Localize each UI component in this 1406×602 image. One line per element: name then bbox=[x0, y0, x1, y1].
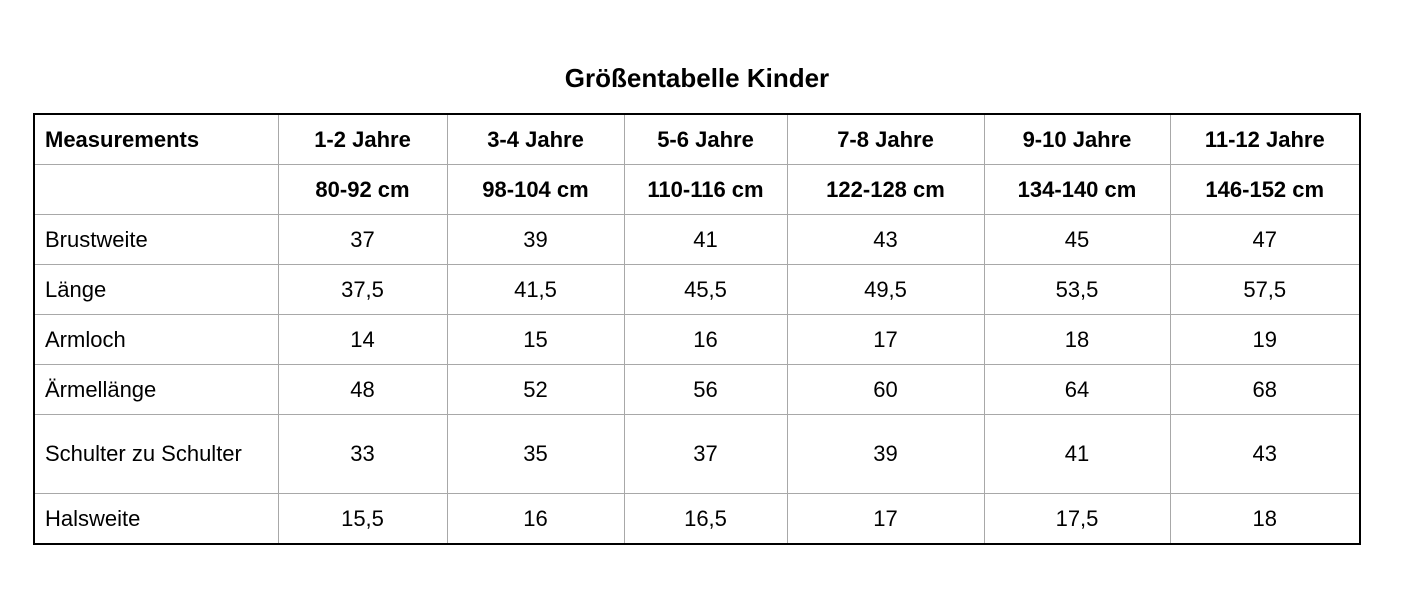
value-cell: 35 bbox=[447, 415, 624, 494]
row-label: Halsweite bbox=[34, 494, 278, 545]
value-cell: 43 bbox=[787, 215, 984, 265]
value-cell: 39 bbox=[787, 415, 984, 494]
size-chart-table bbox=[33, 113, 1361, 545]
value-cell: 49,5 bbox=[787, 265, 984, 315]
value-cell: 37 bbox=[624, 415, 787, 494]
value-cell: 16,5 bbox=[624, 494, 787, 545]
value-cell: 17 bbox=[787, 315, 984, 365]
height-header-cell: 80-92 cm bbox=[278, 165, 447, 215]
value-cell: 18 bbox=[984, 315, 1170, 365]
row-label: Ärmellänge bbox=[34, 365, 278, 415]
height-header-cell: 134-140 cm bbox=[984, 165, 1170, 215]
height-header-cell: 146-152 cm bbox=[1170, 165, 1360, 215]
value-cell: 19 bbox=[1170, 315, 1360, 365]
value-cell: 39 bbox=[447, 215, 624, 265]
height-header-cell: 122-128 cm bbox=[787, 165, 984, 215]
value-cell: 57,5 bbox=[1170, 265, 1360, 315]
value-cell: 16 bbox=[447, 494, 624, 545]
value-cell: 33 bbox=[278, 415, 447, 494]
value-cell: 48 bbox=[278, 365, 447, 415]
height-header-cell: 110-116 cm bbox=[624, 165, 787, 215]
value-cell: 47 bbox=[1170, 215, 1360, 265]
value-cell: 37 bbox=[278, 215, 447, 265]
age-header-cell: 1-2 Jahre bbox=[278, 114, 447, 165]
age-header-cell: 7-8 Jahre bbox=[787, 114, 984, 165]
age-header-cell: 5-6 Jahre bbox=[624, 114, 787, 165]
age-header-cell: 3-4 Jahre bbox=[447, 114, 624, 165]
value-cell: 52 bbox=[447, 365, 624, 415]
height-header-cell: 98-104 cm bbox=[447, 165, 624, 215]
table-row bbox=[34, 315, 1360, 365]
age-header-cell: 9-10 Jahre bbox=[984, 114, 1170, 165]
empty-header-cell bbox=[34, 165, 278, 215]
age-header-cell: 11-12 Jahre bbox=[1170, 114, 1360, 165]
table-row bbox=[34, 215, 1360, 265]
value-cell: 14 bbox=[278, 315, 447, 365]
value-cell: 41 bbox=[624, 215, 787, 265]
value-cell: 18 bbox=[1170, 494, 1360, 545]
height-header-row bbox=[34, 165, 1360, 215]
table-row bbox=[34, 415, 1360, 494]
table-row bbox=[34, 265, 1360, 315]
value-cell: 15,5 bbox=[278, 494, 447, 545]
value-cell: 53,5 bbox=[984, 265, 1170, 315]
value-cell: 64 bbox=[984, 365, 1170, 415]
row-label: Schulter zu Schulter bbox=[34, 415, 278, 494]
age-header-row bbox=[34, 114, 1360, 165]
value-cell: 17,5 bbox=[984, 494, 1170, 545]
value-cell: 15 bbox=[447, 315, 624, 365]
measurements-header: Measurements bbox=[34, 114, 278, 165]
value-cell: 60 bbox=[787, 365, 984, 415]
value-cell: 17 bbox=[787, 494, 984, 545]
value-cell: 45 bbox=[984, 215, 1170, 265]
table-row bbox=[34, 494, 1360, 545]
row-label: Armloch bbox=[34, 315, 278, 365]
table-row bbox=[34, 365, 1360, 415]
row-label: Länge bbox=[34, 265, 278, 315]
value-cell: 41 bbox=[984, 415, 1170, 494]
value-cell: 41,5 bbox=[447, 265, 624, 315]
value-cell: 68 bbox=[1170, 365, 1360, 415]
value-cell: 43 bbox=[1170, 415, 1360, 494]
row-label: Brustweite bbox=[34, 215, 278, 265]
value-cell: 45,5 bbox=[624, 265, 787, 315]
value-cell: 56 bbox=[624, 365, 787, 415]
value-cell: 37,5 bbox=[278, 265, 447, 315]
page-title: Größentabelle Kinder bbox=[564, 63, 830, 93]
value-cell: 16 bbox=[624, 315, 787, 365]
